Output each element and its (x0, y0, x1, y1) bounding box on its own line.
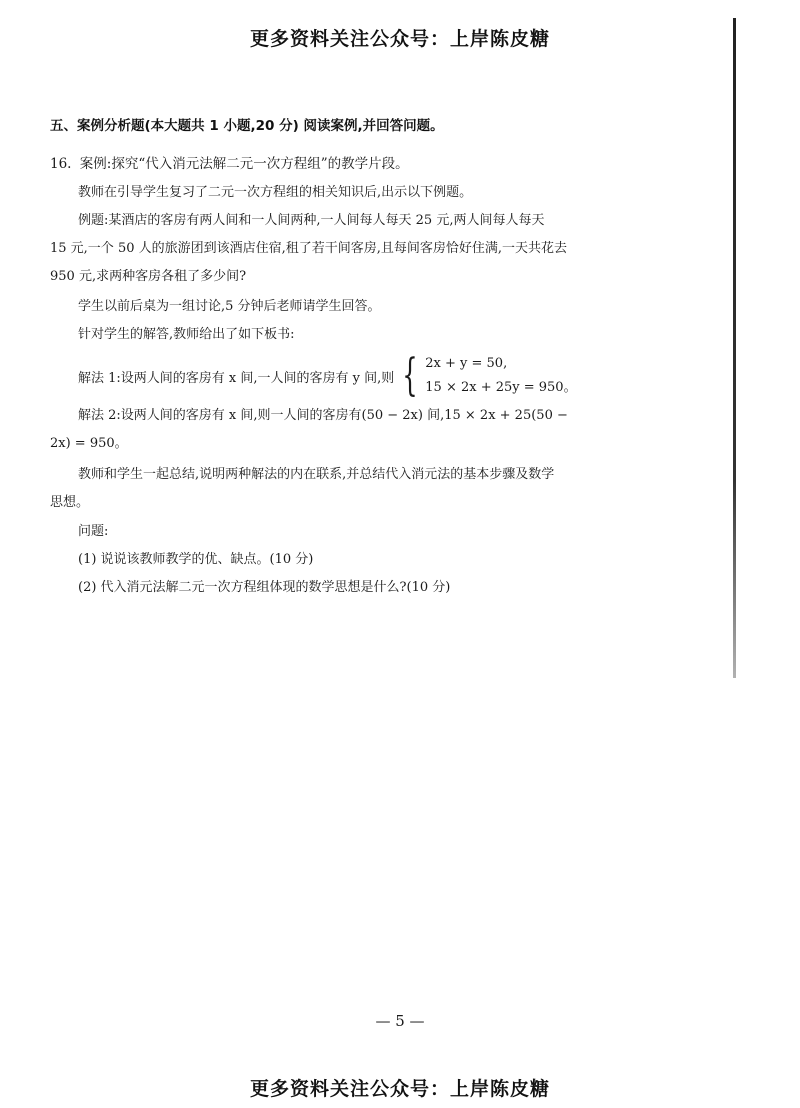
paragraph-board: 针对学生的解答,教师给出了如下板书: (78, 327, 295, 342)
solution-1 (78, 351, 577, 401)
page-number: — 5 — (375, 1012, 425, 1030)
watermark-top: 更多资料关注公众号：上岸陈皮糖 (249, 28, 550, 50)
question-intro (50, 152, 409, 172)
questions-block (78, 518, 450, 602)
solution-1-prefix: 解法 1:设两人间的客房有 x 间,一人间的客房有 y 间,则 (78, 370, 395, 386)
questions-label: 问题: (78, 524, 109, 539)
example-line-1: 例题:某酒店的客房有两人间和一人间两种,一人间每人每天 25 元,两人间每人每天 (78, 213, 545, 228)
watermark-bottom: 更多资料关注公众号：上岸陈皮糖 (249, 1078, 550, 1100)
paragraph-discussion: 学生以前后桌为一组讨论,5 分钟后老师请学生回答。 (78, 299, 381, 314)
summary-line-2: 思想。 (50, 495, 90, 510)
example-line-3: 950 元,求两种客房各租了多少间? (50, 269, 247, 284)
question-number: 16. (50, 156, 72, 172)
equation-2: 15 × 2x + 25y = 950。 (425, 380, 577, 395)
solution-2-line-1: 解法 2:设两人间的客房有 x 间,则一人间的客房有(50 − 2x) 间,15 × 2x + 25(50 − (78, 408, 568, 423)
summary-line-1: 教师和学生一起总结,说明两种解法的内在联系,并总结代入消元法的基本步骤及数学 (78, 467, 555, 482)
solution-2-line-2: 2x) = 950。 (50, 436, 128, 451)
equation-1: 2x + y = 50, (425, 356, 508, 371)
paragraph-review: 教师在引导学生复习了二元一次方程组的相关知识后,出示以下例题。 (78, 185, 473, 200)
equation-system (425, 352, 576, 400)
question-item-2: (2) 代入消元法解二元一次方程组体现的数学思想是什么?(10 分) (78, 580, 451, 595)
question-item-1: (1) 说说该教师教学的优、缺点。(10 分) (78, 552, 314, 567)
left-brace-icon: { (402, 350, 418, 401)
scan-edge-line (733, 18, 736, 678)
example-line-2: 15 元,一个 50 人的旅游团到该酒店住宿,租了若干间客房,且每间客房恰好住满,一天共花去 (50, 241, 568, 256)
question-intro-text: 案例:探究“代入消元法解二元一次方程组”的教学片段。 (79, 156, 409, 172)
section-title: 五、案例分析题(本大题共 1 小题,20 分) 阅读案例,并回答问题。 (50, 118, 444, 134)
